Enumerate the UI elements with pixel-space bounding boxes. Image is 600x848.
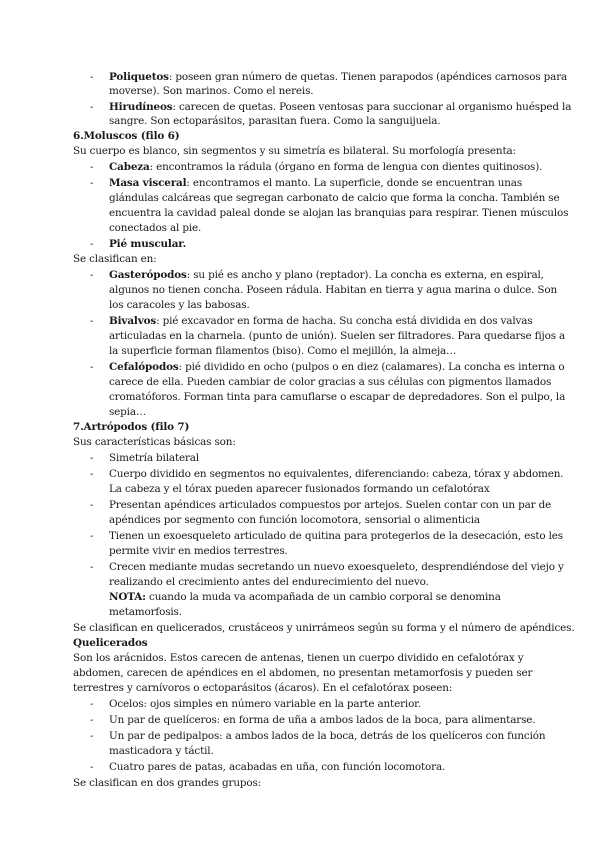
quelicerados-intro-1: Son los arácnidos. Estos carecen de antenas, tienen un cuerpo dividido en cefalotórax y (73, 652, 524, 664)
poliquetos-line-2: moverse). Son marinos. Como el nereis. (109, 85, 314, 97)
poliquetos-term: Poliquetos (109, 71, 169, 83)
bullet-dash: - (90, 71, 94, 83)
cefalopodos-term: Cefalópodos (109, 361, 179, 373)
cabeza-line: Cabeza: encontramos la rádula (órgano en forma de lengua con dientes quitinosos). (109, 161, 543, 173)
masa-line-2: glándulas calcáreas que segregan carbonato de calcio que forma la concha. También se (109, 192, 560, 204)
moluscos-clasifican: Se clasifican en: (73, 253, 157, 265)
pie-line (109, 238, 186, 251)
artropodos-item-line: permite vivir en medios terrestres. (109, 545, 288, 557)
masa-line-4: conectados al pie. (109, 222, 202, 234)
bullet-dash: - (90, 714, 94, 726)
moluscos-intro: Su cuerpo es blanco, sin segmentos y su simetría es bilateral. Su morfología presenta: (73, 145, 516, 157)
quelicerados-item-line: Un par de pedipalpos: a ambos lados de la boca, detrás de los quelíceros con función (109, 730, 546, 742)
quelicerados-grupos: Se clasifican en dos grandes grupos: (73, 777, 262, 789)
quelicerados-item-line: Un par de quelíceros: en forma de uña a ambos lados de la boca, para alimentarse. (109, 714, 536, 726)
bivalvos-line-1: Bivalvos: pié excavador en forma de hacha. Su concha está dividida en dos valvas (109, 315, 533, 327)
quelicerados-heading: Quelicerados (73, 637, 148, 649)
masa-line-3: encuentra la cavidad paleal donde se alojan las branquias para respirar. Tienen músculos (109, 207, 569, 219)
pie-term: Pié muscular. (109, 238, 187, 250)
gasteropodos-term: Gasterópodos (109, 269, 187, 281)
bullet-dash: - (90, 730, 94, 742)
bullet-dash: - (90, 452, 94, 464)
artropodos-item-line: Tienen un exoesqueleto articulado de quitina para protegerlos de la desecación, esto les (109, 530, 563, 542)
artropodos-item-line: Cuerpo dividido en segmentos no equivalentes, diferenciando: cabeza, tórax y abdomen. (109, 468, 564, 480)
nota-line-1: NOTA: cuando la muda va acompañada de un cambio corporal se denomina (109, 591, 501, 603)
artropodos-item-line: Simetría bilateral (109, 452, 200, 464)
quelicerados-intro-2: abdomen, carecen de apéndices en el abdomen, no presentan metamorfosis y pueden ser (73, 667, 533, 679)
artropodos-heading: 7.Artrópodos (filo 7) (73, 421, 190, 433)
bullet-dash: - (90, 161, 94, 173)
bullet-dash: - (90, 238, 94, 250)
cefalopodos-line-1: Cefalópodos: pié dividido en ocho (pulpos o en diez (calamares). La concha es interna o (109, 361, 565, 373)
quelicerados-item-line: masticadora y táctil. (109, 745, 214, 757)
quelicerados-item-line: Cuatro pares de patas, acabadas en uña, con función locomotora. (109, 761, 446, 773)
bullet-dash: - (90, 315, 94, 327)
bivalvos-line-2: articuladas en la charnela. (punto de unión). Suelen ser filtradores. Para quedarse fijos a (109, 330, 566, 342)
bullet-dash: - (90, 468, 94, 480)
moluscos-heading: 6.Moluscos (filo 6) (73, 130, 180, 142)
quelicerados-intro-3: terrestres y carnívoros o ectoparásitos (ácaros). En el cefalotórax poseen: (73, 682, 453, 694)
artropodos-item-line: Crecen mediante mudas secretando un nuevo exoesqueleto, desprendiéndose del viejo y (109, 561, 564, 573)
artropodos-item-line: La cabeza y el tórax pueden aparecer fusionados formando un cefalotórax (109, 483, 490, 495)
cefalopodos-line-2: carece de ella. Pueden cambiar de color gracias a sus células con pigmentos llamados (109, 376, 552, 388)
masa-line-1: Masa visceral: encontramos el manto. La superficie, donde se encuentran unas (109, 177, 523, 189)
hirudineos-line-1: Hirudíneos: carecen de quetas. Poseen ventosas para succionar al organismo huésped la (109, 101, 572, 113)
cefalopodos-line-4: sepia… (109, 406, 147, 418)
hirudineos-term: Hirudíneos (109, 101, 173, 113)
bullet-dash: - (90, 499, 94, 511)
quelicerados-item-line: Ocelos: ojos simples en número variable en la parte anterior. (109, 698, 422, 710)
bullet-dash: - (90, 177, 94, 189)
nota-term: NOTA: (109, 591, 146, 603)
masa-term: Masa visceral (109, 177, 187, 189)
artropodos-item-line: Presentan apéndices articulados compuestos por artejos. Suelen contar con un par de (109, 499, 552, 511)
gasteropodos-line-3: los caracoles y las babosas. (109, 299, 250, 311)
cefalopodos-line-3: cromatóforos. Forman tinta para camuflarse o escapar de depredadores. Son el pulpo, la (109, 391, 566, 403)
bullet-dash: - (90, 561, 94, 573)
bullet-dash: - (90, 101, 94, 113)
nota-line-2: metamorfosis. (109, 606, 182, 618)
artropodos-item-line: apéndices por segmento con función locomotora, sensorial o alimenticia (109, 514, 480, 526)
bullet-dash: - (90, 698, 94, 710)
gasteropodos-line-1: Gasterópodos: su pié es ancho y plano (reptador). La concha es externa, en espiral, (109, 269, 544, 281)
bivalvos-line-3: la superficie forman filamentos (biso). Como el mejillón, la almeja… (109, 345, 457, 357)
cabeza-term: Cabeza (109, 161, 150, 173)
poliquetos-line-1: Poliquetos: poseen gran número de quetas. Tienen parapodos (apéndices carnosos para (109, 71, 568, 83)
bivalvos-term: Bivalvos (109, 315, 157, 327)
artropodos-item-line: realizando el crecimiento antes del endurecimiento del nuevo. (109, 576, 429, 588)
gasteropodos-line-2: algunos no tienen concha. Poseen rádula. Habitan en tierra y agua marina o dulce. Son (109, 284, 558, 296)
bullet-dash: - (90, 761, 94, 773)
bullet-dash: - (90, 530, 94, 542)
hirudineos-line-2: sangre. Son ectoparásitos, parasitan fuera. Como la sanguijuela. (109, 115, 441, 127)
bullet-dash: - (90, 269, 94, 281)
bullet-dash: - (90, 361, 94, 373)
artropodos-intro: Sus características básicas son: (73, 436, 236, 448)
artropodos-clasifican: Se clasifican en quelicerados, crustáceos y unirrámeos según su forma y el número de apéndices. (73, 622, 575, 634)
